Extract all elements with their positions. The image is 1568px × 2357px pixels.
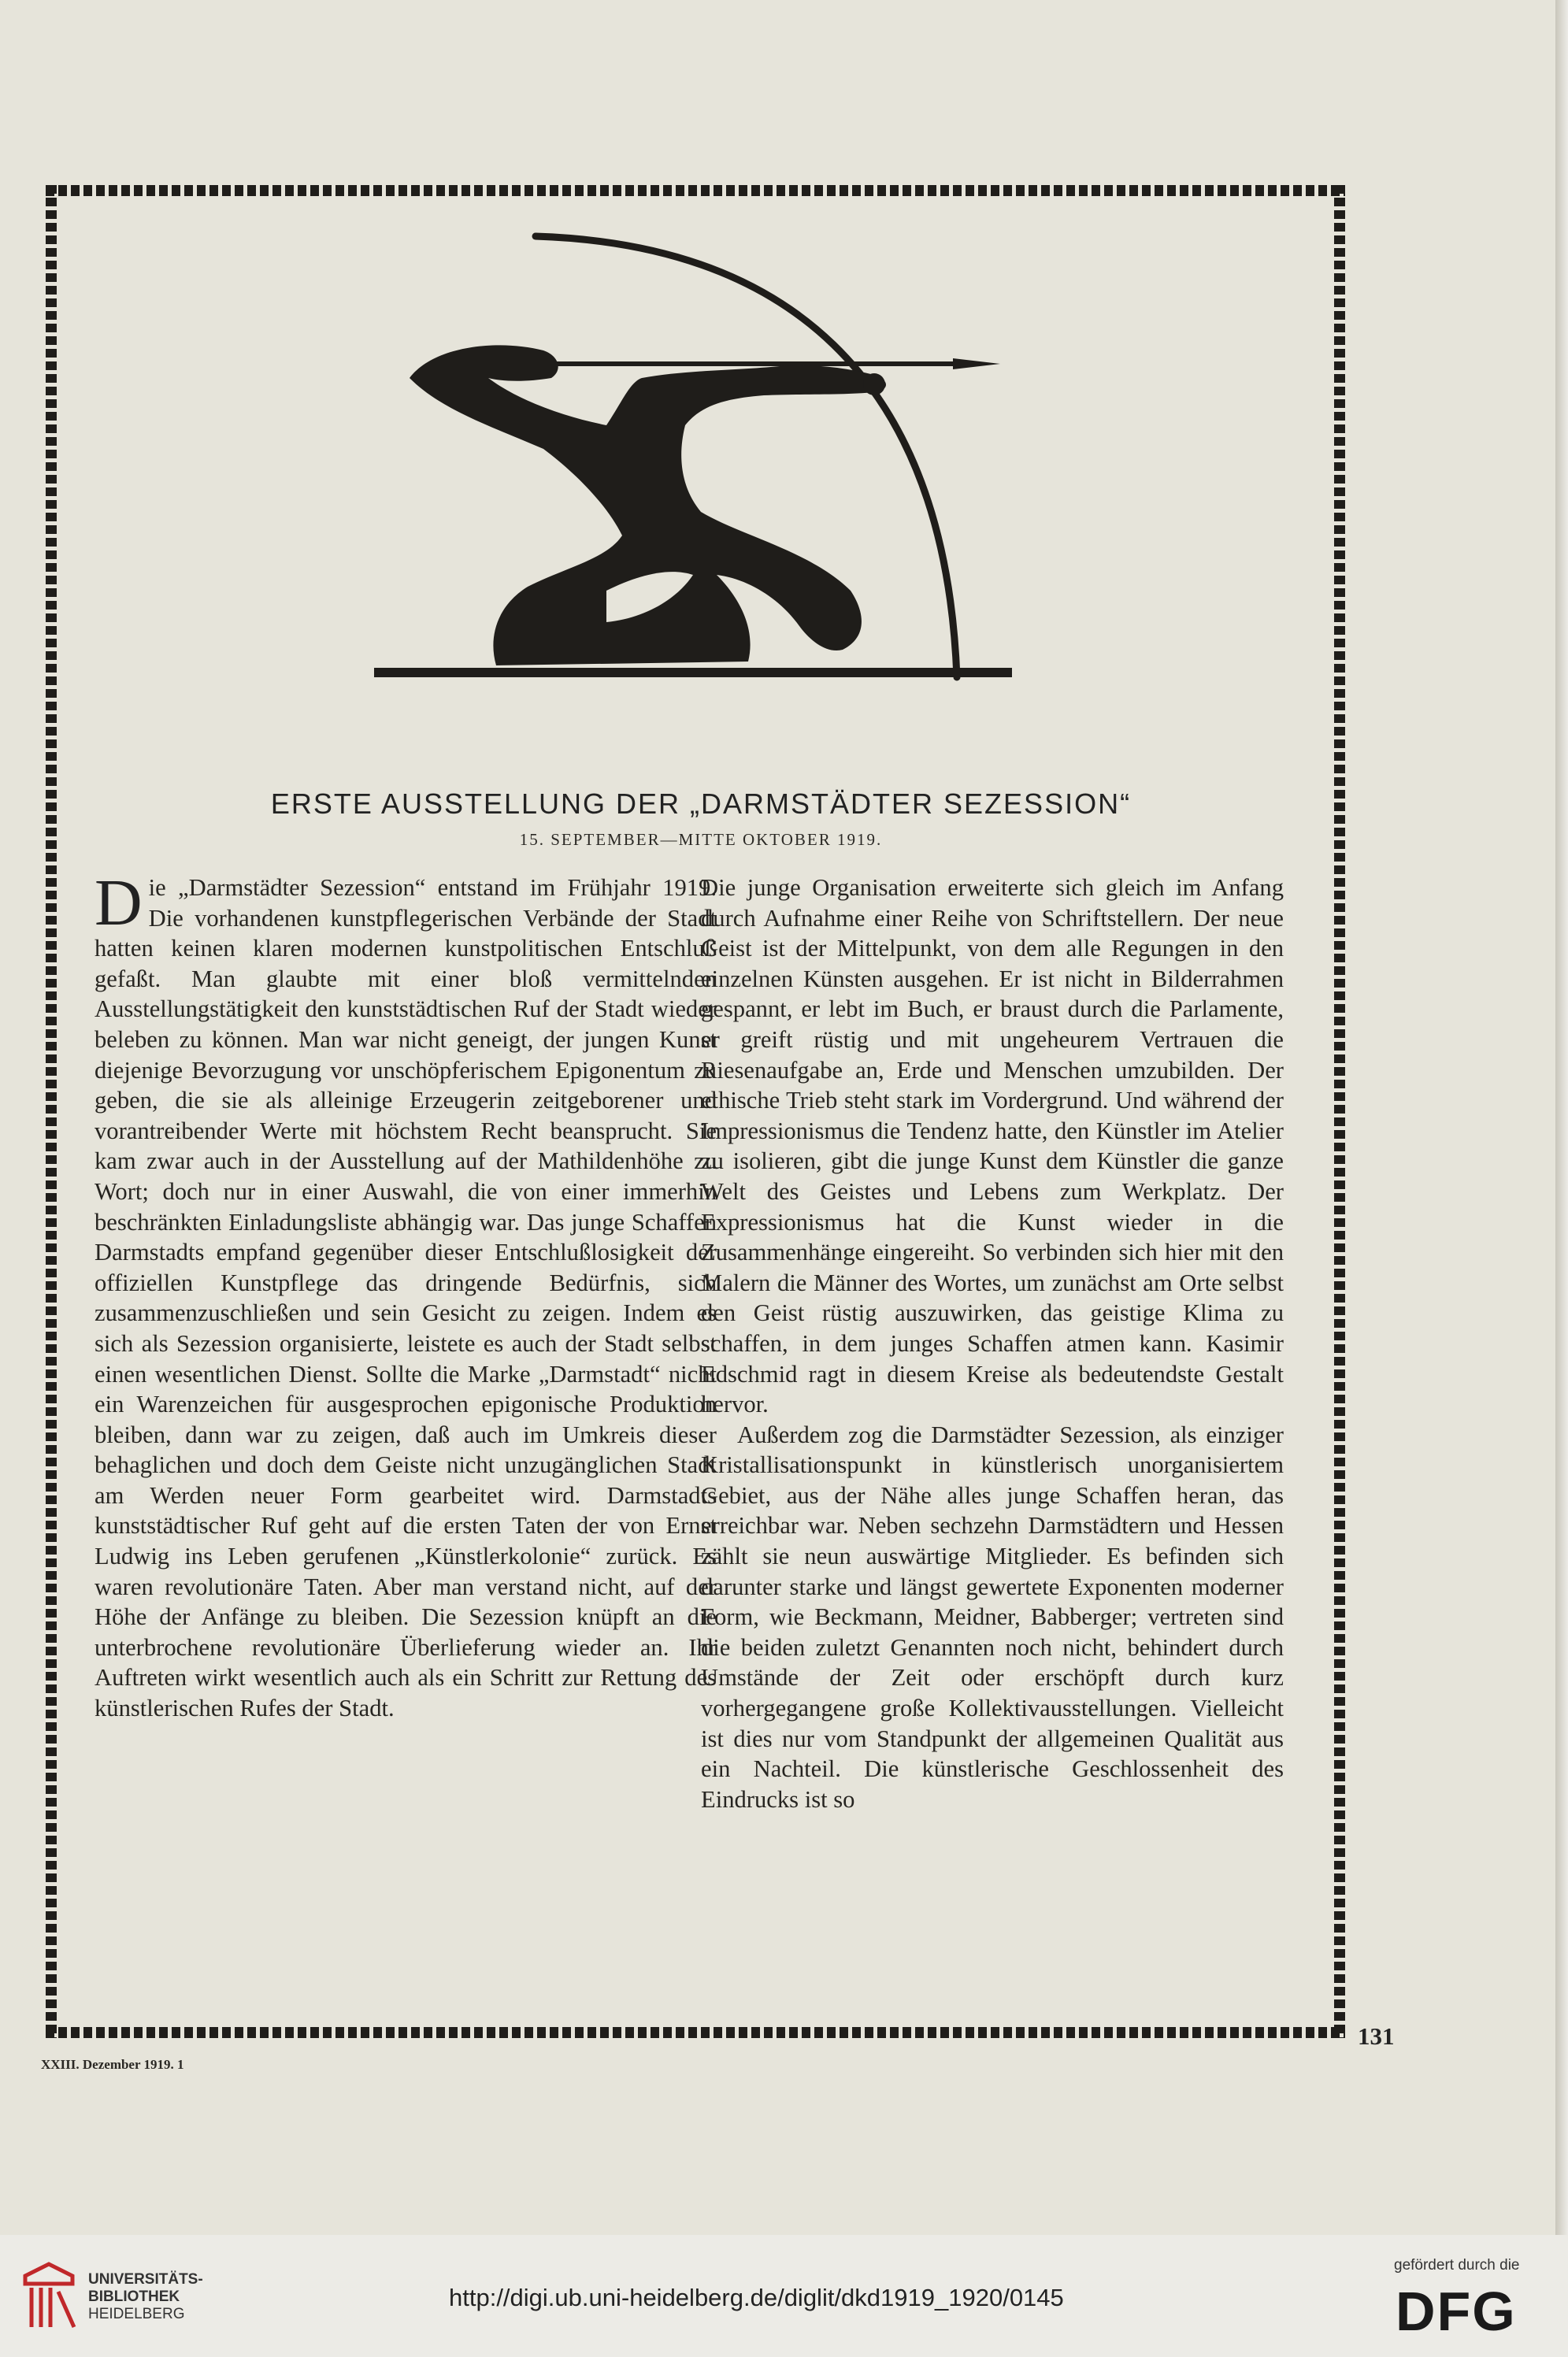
frame-bottom: [46, 2027, 1345, 2038]
ub-heidelberg-logo-icon[interactable]: [17, 2260, 79, 2331]
library-line: UNIVERSITÄTS-: [88, 2271, 203, 2288]
text-column-right: [701, 873, 1284, 1814]
funded-by-label: gefördert durch die: [1394, 2257, 1520, 2274]
frame-right: [1334, 185, 1345, 2038]
paragraph: [95, 866, 717, 1724]
viewer-footer: [0, 2235, 1568, 2357]
paragraph: Die junge Organisation erweiterte sich gleich im Anfang durch Aufnahme einer Reihe von Schriftstellern. Der neue Geist ist der Mittelpunkt, von dem alle Regungen in den einzelnen Künsten ausgehen. Er ist nicht in Bilderrahmen gespannt, er lebt im Buch, er braust durch die Parlamente, er greift rüstig und mit ungeheurem Vertrauen die Riesenaufgabe an, Erde und Menschen umzubilden. Der ethische Trieb steht stark im Vordergrund. Und während der Impressionismus die Tendenz hatte, den Künstler im Atelier zu isolieren, gibt die junge Kunst dem Künstler die ganze Welt des Geistes und Lebens zum Werkplatz. Der Expressionismus hat die Kunst wieder in die Zusammenhänge eingereiht. So verbinden sich hier mit den Malern die Männer des Wortes, um zunächst am Orte selbst den Geist rüstig auszuwirken, das geistige Klima zu schaffen, in dem junges Schaffen atmen kann. Kasimir Edschmid ragt in diesem Kreise als bedeutendste Gestalt hervor.: [701, 874, 1284, 1418]
article-title: ERSTE AUSSTELLUNG DER „DARMSTÄDTER SEZESSION“: [270, 788, 1132, 820]
paragraph-text: ie „Darmstädter Sezession“ entstand im Frühjahr 1919. Die vorhandenen kunstpflegerischen Verbände der Stadt hatten keinen klaren modernen kunstpolitischen Entschluß gefaßt. Man glaubte mit einer bloß vermittelnden Ausstellungstätigkeit den kunststädtischen Ruf der Stadt wieder beleben zu können. Man war nicht geneigt, der jungen Kunst diejenige Bevorzugung vor unschöpferischem Epigonentum zu geben, die sie als alleinige Erzeugerin zeitgeborener und vorantreibender Werte mit höchstem Recht beansprucht. Sie kam zwar auch in der Ausstellung auf der Mathildenhöhe zu Wort; doch nur in einer Auswahl, die von einer immerhin beschränkten Einladungsliste abhängig war. Das junge Schaffen Darmstadts empfand gegenüber dieser Entschlußlosigkeit der offiziellen Kunstpflege das dringende Bedürfnis, sich zusammenzuschließen und sein Gesicht zu zeigen. Indem es sich als Sezession organisierte, leistete es auch der Stadt selbst einen wesentlichen Dienst. Sollte die Marke „Darmstadt“ nicht ein Warenzeichen für ausgesprochen epigonische Produktion bleiben, dann war zu zeigen, daß auch im Umkreis dieser behaglichen und doch dem Geiste nicht unzugänglichen Stadt am Werden neuer Form gearbeitet wird. Darmstadts kunststädtischer Ruf geht auf die ersten Taten der von Ernst Ludwig ins Leben gerufenen „Künstlerkolonie“ zurück. Es waren revolutionäre Taten. Aber man verstand nicht, auf der Höhe der Anfänge zu bleiben. Die Sezession knüpft an die unterbrochene revolutionäre Überlieferung wieder an. Ihr Auftreten wirkt wesentlich auch als ein Schritt zur Rettung des künstlerischen Rufes der Stadt.: [95, 874, 717, 1722]
library-line: BIBLIOTHEK: [88, 2288, 180, 2305]
library-name: [88, 2271, 203, 2323]
drop-cap: D: [95, 866, 143, 939]
article-subtitle: 15. SEPTEMBER—MITTE OKTOBER 1919.: [519, 830, 883, 849]
printer-signature: XXIII. Dezember 1919. 1: [41, 2057, 184, 2072]
frame-top: [46, 185, 1345, 196]
page-edge-shadow: [1555, 0, 1568, 2235]
archer-woodcut-icon: [370, 221, 1040, 693]
library-line: HEIDELBERG: [88, 2306, 185, 2322]
text-column-left: [95, 866, 717, 1724]
permalink-url[interactable]: http://digi.ub.uni-heidelberg.de/diglit/dkd1919_1920/0145: [449, 2284, 1064, 2311]
dfg-logo[interactable]: DFG: [1396, 2281, 1517, 2342]
page-number: 131: [1358, 2022, 1395, 2050]
paragraph: Außerdem zog die Darmstädter Sezession, als einziger Kristallisationspunkt in künstlerisch unorganisiertem Gebiet, aus der Nähe alles junge Schaffen heran, das erreichbar war. Neben sechzehn Darmstädtern und Hessen zählt sie neun auswärtige Mitglieder. Es befinden sich darunter starke und längst gewertete Exponenten moderner Form, wie Beckmann, Meidner, Babberger; vertreten sind die beiden zuletzt Genannten noch nicht, behindert durch Umstände der Zeit oder erschöpft durch kurz vorhergegangene große Kollektivausstellungen. Vielleicht ist dies nur vom Standpunkt der allgemeinen Qualität aus ein Nachteil. Die künstlerische Geschlossenheit des Eindrucks ist so: [701, 1421, 1284, 1813]
frame-left: [46, 185, 57, 2038]
